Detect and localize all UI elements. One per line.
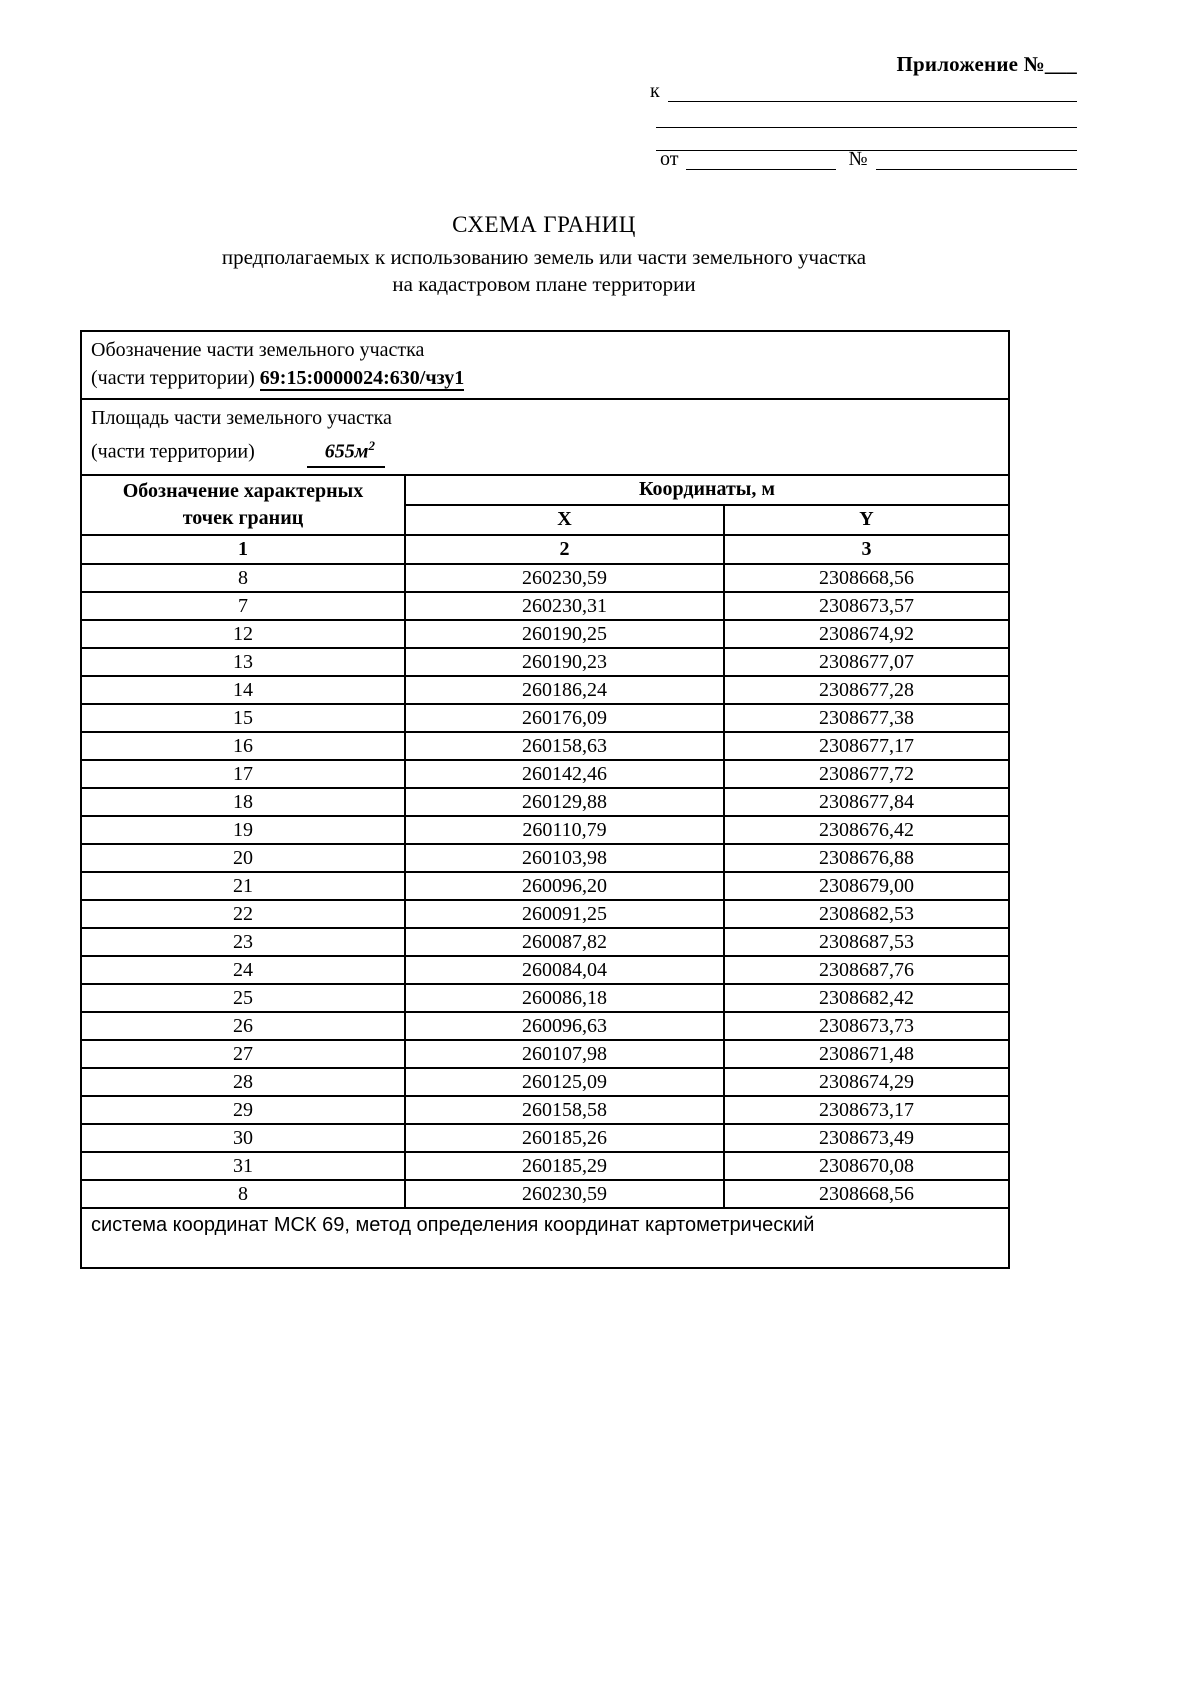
point-number-cell: 13 xyxy=(81,648,405,676)
table-row xyxy=(81,564,1009,592)
point-number-cell: 8 xyxy=(81,564,405,592)
table-row xyxy=(81,844,1009,872)
y-coordinate-cell: 2308676,88 xyxy=(724,844,1009,872)
y-coordinate-cell: 2308673,17 xyxy=(724,1096,1009,1124)
document-subtitle-line2: на кадастровом плане территории xyxy=(392,272,696,296)
number-fill-line xyxy=(876,150,1077,170)
document-subtitle-line1: предполагаемых к использованию земель или части земельного участка xyxy=(221,245,867,269)
table-info-section xyxy=(81,331,1009,475)
y-coordinate-cell: 2308674,29 xyxy=(724,1068,1009,1096)
y-coordinate-cell: 2308673,57 xyxy=(724,592,1009,620)
y-coordinate-cell: 2308682,42 xyxy=(724,984,1009,1012)
y-coordinate-cell: 2308687,53 xyxy=(724,928,1009,956)
point-number-cell: 18 xyxy=(81,788,405,816)
x-column-header: X xyxy=(405,505,724,535)
date-fill-line xyxy=(686,150,836,170)
table-row xyxy=(81,984,1009,1012)
from-label: от xyxy=(660,148,679,170)
column-number-row xyxy=(81,535,1009,564)
point-number-cell: 22 xyxy=(81,900,405,928)
coordinates-body xyxy=(81,564,1009,1208)
column-number-3: 3 xyxy=(724,535,1009,564)
footer-row xyxy=(81,1208,1009,1268)
area-row xyxy=(81,399,1009,475)
table-row xyxy=(81,956,1009,984)
x-coordinate-cell: 260190,25 xyxy=(405,620,724,648)
area-label-line1: Площадь части земельного участка xyxy=(91,407,392,429)
x-coordinate-cell: 260091,25 xyxy=(405,900,724,928)
x-coordinate-cell: 260185,26 xyxy=(405,1124,724,1152)
area-value-superscript: 2 xyxy=(368,438,375,453)
table-row xyxy=(81,872,1009,900)
y-coordinate-cell: 2308673,73 xyxy=(724,1012,1009,1040)
x-coordinate-cell: 260110,79 xyxy=(405,816,724,844)
to-fill-line xyxy=(668,82,1077,102)
table-row xyxy=(81,1124,1009,1152)
table-row xyxy=(81,1012,1009,1040)
table-row xyxy=(81,620,1009,648)
x-coordinate-cell: 260142,46 xyxy=(405,760,724,788)
continuation-fill-line-1 xyxy=(656,104,1077,128)
area-label-line2: (части территории) xyxy=(91,440,255,463)
table-row xyxy=(81,704,1009,732)
numero-sign: № xyxy=(848,148,868,170)
y-coordinate-cell: 2308668,56 xyxy=(724,564,1009,592)
point-number-cell: 28 xyxy=(81,1068,405,1096)
designation-cell xyxy=(81,331,1009,399)
point-number-cell: 21 xyxy=(81,872,405,900)
x-coordinate-cell: 260096,20 xyxy=(405,872,724,900)
y-coordinate-cell: 2308673,49 xyxy=(724,1124,1009,1152)
header-row-group xyxy=(81,475,1009,505)
point-number-cell: 7 xyxy=(81,592,405,620)
y-coordinate-cell: 2308677,28 xyxy=(724,676,1009,704)
point-number-cell: 12 xyxy=(81,620,405,648)
y-coordinate-cell: 2308674,92 xyxy=(724,620,1009,648)
document-title-block xyxy=(80,212,1008,298)
to-label: к xyxy=(650,80,660,102)
point-number-cell: 23 xyxy=(81,928,405,956)
table-row xyxy=(81,928,1009,956)
x-coordinate-cell: 260186,24 xyxy=(405,676,724,704)
point-number-cell: 31 xyxy=(81,1152,405,1180)
y-coordinate-cell: 2308677,72 xyxy=(724,760,1009,788)
column-number-1: 1 xyxy=(81,535,405,564)
point-number-cell: 15 xyxy=(81,704,405,732)
coordinates-group-header: Координаты, м xyxy=(405,475,1009,505)
table-row xyxy=(81,732,1009,760)
y-coordinate-cell: 2308671,48 xyxy=(724,1040,1009,1068)
x-coordinate-cell: 260158,58 xyxy=(405,1096,724,1124)
point-number-cell: 25 xyxy=(81,984,405,1012)
designation-label-line2-wrap xyxy=(91,364,999,392)
y-coordinate-cell: 2308677,38 xyxy=(724,704,1009,732)
table-row xyxy=(81,1040,1009,1068)
y-coordinate-cell: 2308679,00 xyxy=(724,872,1009,900)
point-number-cell: 26 xyxy=(81,1012,405,1040)
y-coordinate-cell: 2308687,76 xyxy=(724,956,1009,984)
table-row xyxy=(81,900,1009,928)
x-coordinate-cell: 260084,04 xyxy=(405,956,724,984)
point-number-cell: 8 xyxy=(81,1180,405,1208)
cadastral-number-value: 69:15:0000024:630/чзу1 xyxy=(259,367,465,389)
table-row xyxy=(81,676,1009,704)
x-coordinate-cell: 260103,98 xyxy=(405,844,724,872)
point-number-cell: 29 xyxy=(81,1096,405,1124)
table-header-section xyxy=(81,475,1009,564)
table-row xyxy=(81,648,1009,676)
x-coordinate-cell: 260086,18 xyxy=(405,984,724,1012)
x-coordinate-cell: 260087,82 xyxy=(405,928,724,956)
table-row xyxy=(81,788,1009,816)
area-label-line2-wrap xyxy=(91,432,999,468)
boundary-coordinates-table xyxy=(80,330,1010,1269)
x-coordinate-cell: 260107,98 xyxy=(405,1040,724,1068)
point-number-cell: 24 xyxy=(81,956,405,984)
area-cell xyxy=(81,399,1009,475)
x-coordinate-cell: 260158,63 xyxy=(405,732,724,760)
appendix-date-number-row xyxy=(660,148,1077,170)
column-number-2: 2 xyxy=(405,535,724,564)
designation-label-line1: Обозначение части земельного участка xyxy=(91,339,425,361)
x-coordinate-cell: 260185,29 xyxy=(405,1152,724,1180)
table-footer-section xyxy=(81,1208,1009,1268)
x-coordinate-cell: 260230,31 xyxy=(405,592,724,620)
y-coordinate-cell: 2308670,08 xyxy=(724,1152,1009,1180)
x-coordinate-cell: 260230,59 xyxy=(405,1180,724,1208)
document-title: СХЕМА ГРАНИЦ xyxy=(452,212,636,237)
point-number-cell: 27 xyxy=(81,1040,405,1068)
appendix-to-row xyxy=(650,80,1077,102)
point-number-cell: 14 xyxy=(81,676,405,704)
designation-label-line2: (части территории) xyxy=(91,367,255,389)
y-coordinate-cell: 2308677,07 xyxy=(724,648,1009,676)
table-row xyxy=(81,1152,1009,1180)
x-coordinate-cell: 260096,63 xyxy=(405,1012,724,1040)
points-column-header: Обозначение характерных точек границ xyxy=(81,475,405,535)
appendix-heading: Приложение №___ xyxy=(896,52,1077,76)
x-coordinate-cell: 260129,88 xyxy=(405,788,724,816)
point-number-cell: 20 xyxy=(81,844,405,872)
x-coordinate-cell: 260230,59 xyxy=(405,564,724,592)
x-coordinate-cell: 260125,09 xyxy=(405,1068,724,1096)
table-row xyxy=(81,1096,1009,1124)
x-coordinate-cell: 260176,09 xyxy=(405,704,724,732)
y-column-header: Y xyxy=(724,505,1009,535)
table-row xyxy=(81,1068,1009,1096)
area-value: $655м^2$ xyxy=(307,432,385,468)
y-coordinate-cell: 2308668,56 xyxy=(724,1180,1009,1208)
point-number-cell: 19 xyxy=(81,816,405,844)
x-coordinate-cell: 260190,23 xyxy=(405,648,724,676)
coordinate-system-note: система координат МСК 69, метод определения координат картометрический xyxy=(81,1208,1009,1268)
y-coordinate-cell: 2308682,53 xyxy=(724,900,1009,928)
table-row xyxy=(81,816,1009,844)
point-number-cell: 16 xyxy=(81,732,405,760)
point-number-cell: 30 xyxy=(81,1124,405,1152)
table-row xyxy=(81,592,1009,620)
designation-row xyxy=(81,331,1009,399)
table-row xyxy=(81,1180,1009,1208)
y-coordinate-cell: 2308677,17 xyxy=(724,732,1009,760)
point-number-cell: 17 xyxy=(81,760,405,788)
table-row xyxy=(81,760,1009,788)
y-coordinate-cell: 2308677,84 xyxy=(724,788,1009,816)
y-coordinate-cell: 2308676,42 xyxy=(724,816,1009,844)
